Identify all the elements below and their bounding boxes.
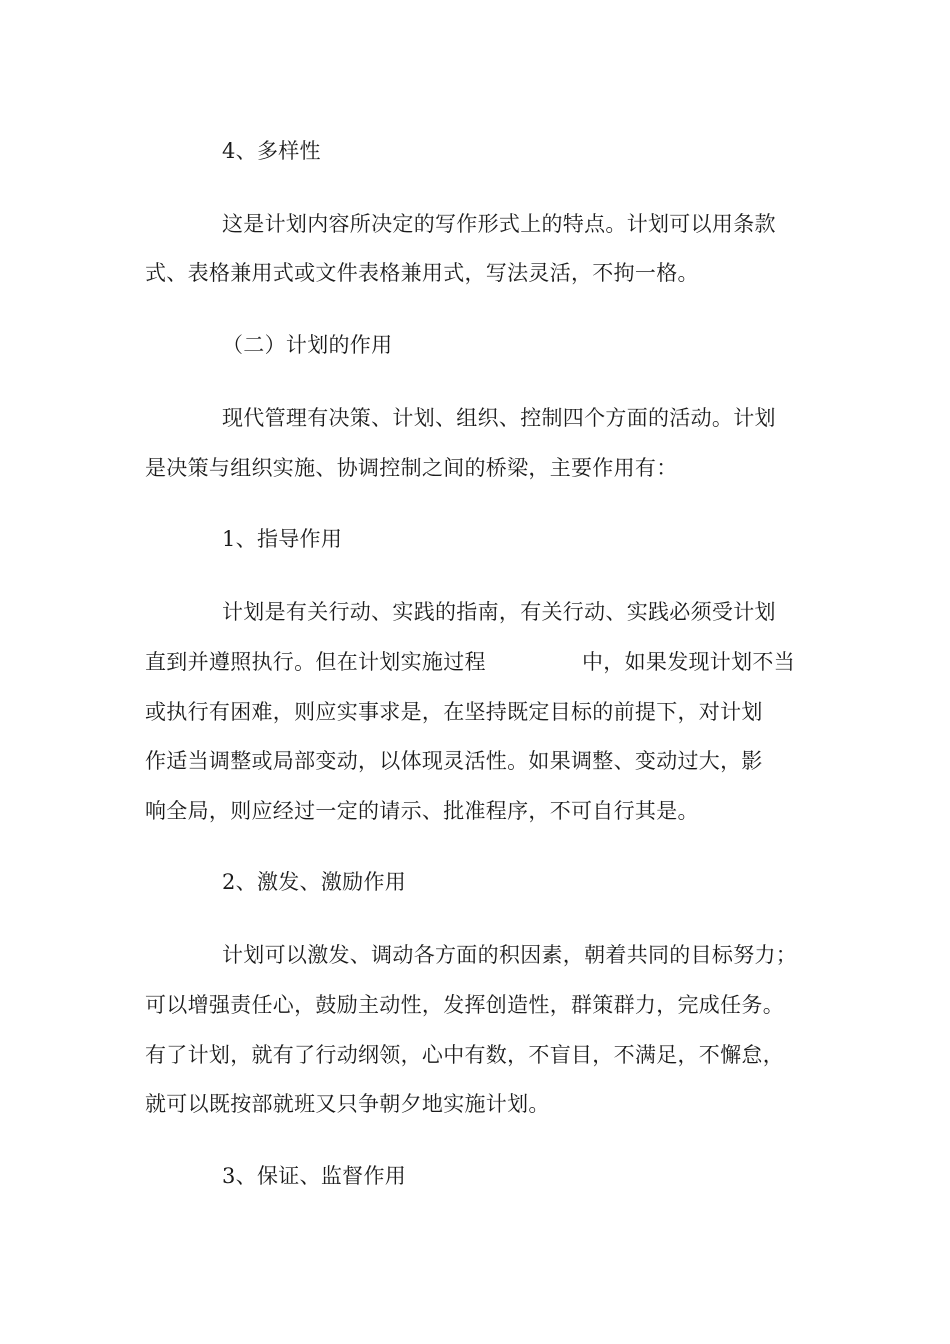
paragraph-line: 是决策与组织实施、协调控制之间的桥梁，主要作用有： [145,456,678,480]
paragraph-line: 这是计划内容所决定的写作形式上的特点。计划可以用条款 [222,212,776,236]
part-heading: （二）计划的作用 [222,333,393,357]
paragraph-line: 可以增强责任心，鼓励主动性，发挥创造性，群策群力，完成任务。 [145,993,784,1017]
paragraph-line: 式、表格兼用式或文件表格兼用式，写法灵活，不拘一格。 [145,261,699,285]
section-heading: 2、激发、激励作用 [222,870,407,894]
paragraph-line: 作适当调整或局部变动，以体现灵活性。如果调整、变动过大，影 [145,749,763,773]
section-heading: 1、指导作用 [222,527,343,551]
paragraph-line: 有了计划，就有了行动纲领，心中有数，不盲目，不满足，不懈怠， [145,1043,784,1067]
paragraph-line: 响全局，则应经过一定的请示、批准程序，不可自行其是。 [145,799,699,823]
section-heading: 4、多样性 [222,139,321,163]
paragraph-line: 直到并遵照执行。但在计划实施过程 [145,650,486,674]
paragraph-line: 计划可以激发、调动各方面的积因素，朝着共同的目标努力； [222,943,798,967]
paragraph-line: 现代管理有决策、计划、组织、控制四个方面的活动。计划 [222,406,776,430]
paragraph-line: 或执行有困难，则应实事求是，在坚持既定目标的前提下，对计划 [145,700,763,724]
section-heading: 3、保证、监督作用 [222,1164,407,1188]
paragraph-line: 中，如果发现计划不当 [582,650,795,674]
paragraph-line: 就可以既按部就班又只争朝夕地实施计划。 [145,1092,550,1116]
paragraph-line: 计划是有关行动、实践的指南，有关行动、实践必须受计划 [222,600,776,624]
